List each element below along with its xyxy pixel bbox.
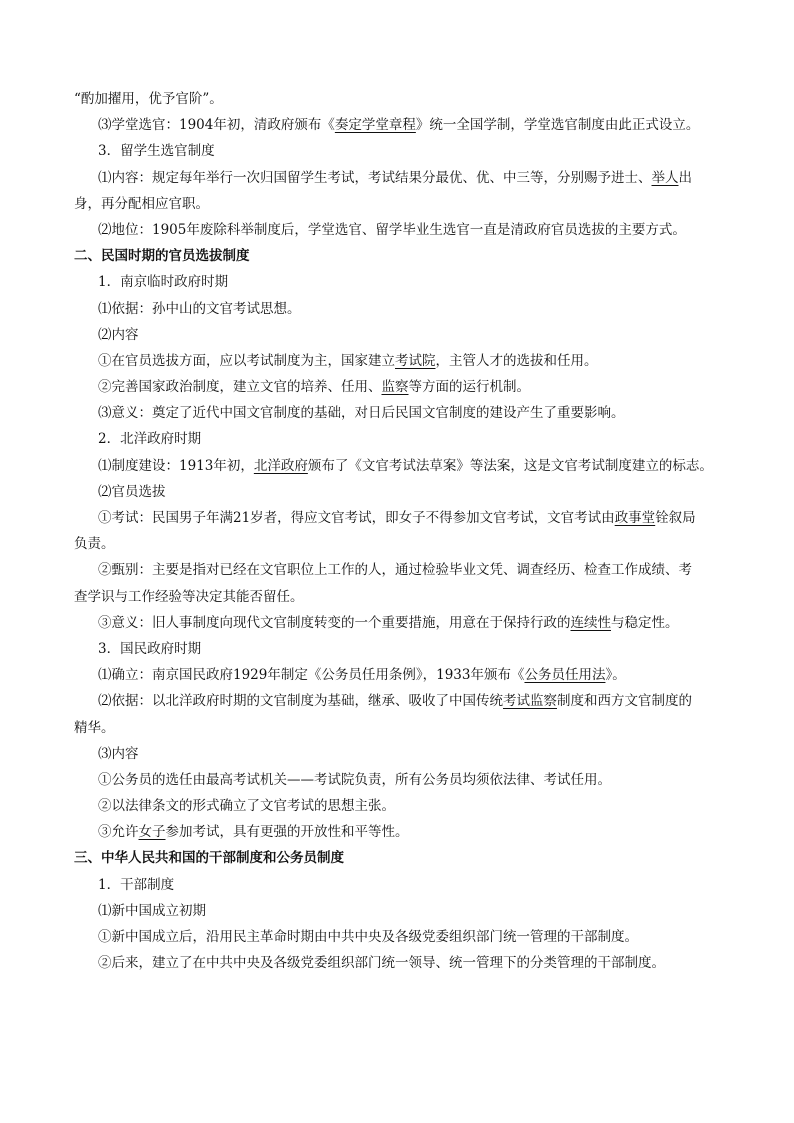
text-line [74, 872, 728, 898]
text-line [74, 610, 728, 636]
section-heading [74, 845, 728, 871]
text-segment: 》统一全国学制，学堂选官制度由此正式设立。 [415, 117, 700, 134]
text-line [74, 898, 728, 924]
text-line [74, 453, 728, 479]
underlined-term: 北洋政府 [253, 457, 308, 474]
text-segment: ③意义：旧人事制度向现代文官制度转变的一个重要措施，用意在于保持行政的 [98, 614, 571, 631]
text-segment: ③允许 [98, 824, 139, 841]
text-line [74, 688, 728, 714]
text-line [74, 86, 728, 112]
text-line [74, 715, 728, 741]
text-segment: 参加考试，具有更强的开放性和平等性。 [165, 824, 409, 841]
text-line [74, 767, 728, 793]
text-segment: 1．干部制度 [98, 876, 175, 893]
text-segment: 3．国民政府时期 [98, 640, 202, 657]
text-line [74, 636, 728, 662]
text-line [74, 191, 728, 217]
text-line [74, 296, 728, 322]
text-segment: ⑵官员选拔 [98, 483, 166, 500]
text-segment: 1．南京临时政府时期 [98, 274, 229, 291]
text-segment: 颁布了《文官考试法草案》等法案，这是文官考试制度建立的标志。 [307, 457, 713, 474]
underlined-term: 奏定学堂章程 [334, 117, 416, 134]
text-segment: 精华。 [74, 719, 115, 736]
text-line [74, 924, 728, 950]
text-line [74, 165, 728, 191]
section-heading [74, 243, 728, 269]
text-segment: ⑴内容：规定每年举行一次归国留学生考试，考试结果分最优、优、中三等，分别赐予进士、 [98, 169, 652, 186]
underlined-term: 女子 [138, 824, 166, 841]
text-segment: ①新中国成立后，沿用民主革命时期由中共中央及各级党委组织部门统一管理的干部制度。 [98, 929, 638, 945]
text-segment: ①考试：民国男子年满21岁者，得应文官考试，即女子不得参加文官考试，文官考试由 [98, 510, 615, 526]
text-segment: 出 [678, 169, 692, 186]
text-line [74, 505, 728, 531]
text-segment: ⑴依据：孙中山的文官考试思想。 [98, 300, 301, 317]
text-segment: 等方面的运行机制。 [408, 379, 530, 396]
text-segment: 查学识与工作经验等决定其能否留任。 [74, 588, 304, 605]
text-segment: ②完善国家政治制度，建立文官的培养、任用、 [98, 379, 382, 396]
text-segment: ①公务员的选任由最高考试机关——考试院负责，所有公务员均须依法律、考试任用。 [98, 771, 611, 788]
text-segment: “酌加擢用，优予官阶”。 [74, 91, 223, 107]
text-segment: ⑵地位：1905年废除科举制度后，学堂选官、留学毕业生选官一直是清政府官员选拔的主要方式。 [98, 221, 686, 238]
text-line [74, 322, 728, 348]
text-segment: 铨叙局 [655, 510, 696, 526]
text-segment: 负责。 [74, 536, 115, 553]
text-line [74, 374, 728, 400]
text-segment: ②后来，建立了在中共中央及各级党委组织部门统一领导、统一管理下的分类管理的干部制度。 [98, 955, 665, 972]
text-line [74, 269, 728, 295]
text-segment: 与稳定性。 [611, 614, 679, 631]
text-line [74, 793, 728, 819]
text-segment: ②以法律条文的形式确立了文官考试的思想主张。 [98, 798, 395, 815]
underlined-term: 考试院 [395, 352, 436, 369]
text-segment: ⑶意义：奠定了近代中国文官制度的基础，对日后民国文官制度的建设产生了重要影响。 [98, 405, 625, 422]
text-line [74, 217, 728, 243]
text-segment: ②甄别：主要是指对已经在文官职位上工作的人，通过检验毕业文凭、调查经历、检查工作成绩、考 [98, 562, 692, 579]
text-segment: 制度和西方文官制度的 [557, 693, 692, 710]
underlined-term: 考试监察 [503, 693, 557, 710]
text-line [74, 741, 728, 767]
underlined-term: 连续性 [570, 614, 611, 631]
underlined-term: 政事堂 [614, 510, 656, 526]
text-segment: 2．北洋政府时期 [98, 431, 202, 448]
text-segment: 身，再分配相应官职。 [74, 195, 209, 212]
text-line [74, 950, 728, 976]
text-line [74, 531, 728, 557]
text-segment: 三、中华人民共和国的干部制度和公务员制度 [74, 850, 344, 867]
text-line [74, 400, 728, 426]
text-segment: ⑵内容 [98, 326, 139, 343]
text-segment: ，主管人才的选拔和任用。 [435, 352, 598, 369]
document-body [74, 86, 728, 976]
text-line [74, 819, 728, 845]
text-segment: 3．留学生选官制度 [98, 143, 215, 160]
text-line [74, 662, 728, 688]
text-line [74, 557, 728, 583]
underlined-term: 举人 [651, 169, 679, 186]
text-line [74, 479, 728, 505]
text-segment: ⑶内容 [98, 745, 139, 762]
text-line [74, 112, 728, 138]
underlined-term: 公务员任用法 [524, 667, 606, 684]
text-line [74, 584, 728, 610]
text-segment: 》。 [605, 667, 626, 684]
text-segment: ⑶学堂选官：1904年初，清政府颁布《 [98, 117, 335, 134]
text-segment: ⑴确立：南京国民政府1929年制定《公务员任用条例》，1933年颁布《 [98, 667, 525, 684]
text-segment: ⑴制度建设：1913年初， [98, 457, 254, 474]
text-segment: ⑵依据：以北洋政府时期的文官制度为基础，继承、吸收了中国传统 [98, 693, 503, 710]
text-segment: 二、民国时期的官员选拔制度 [74, 248, 250, 265]
text-segment: ⑴新中国成立初期 [98, 902, 206, 919]
underlined-term: 监察 [381, 379, 409, 396]
text-segment: ①在官员选拔方面，应以考试制度为主，国家建立 [98, 352, 395, 369]
text-line [74, 348, 728, 374]
text-line [74, 138, 728, 164]
text-line [74, 426, 728, 452]
